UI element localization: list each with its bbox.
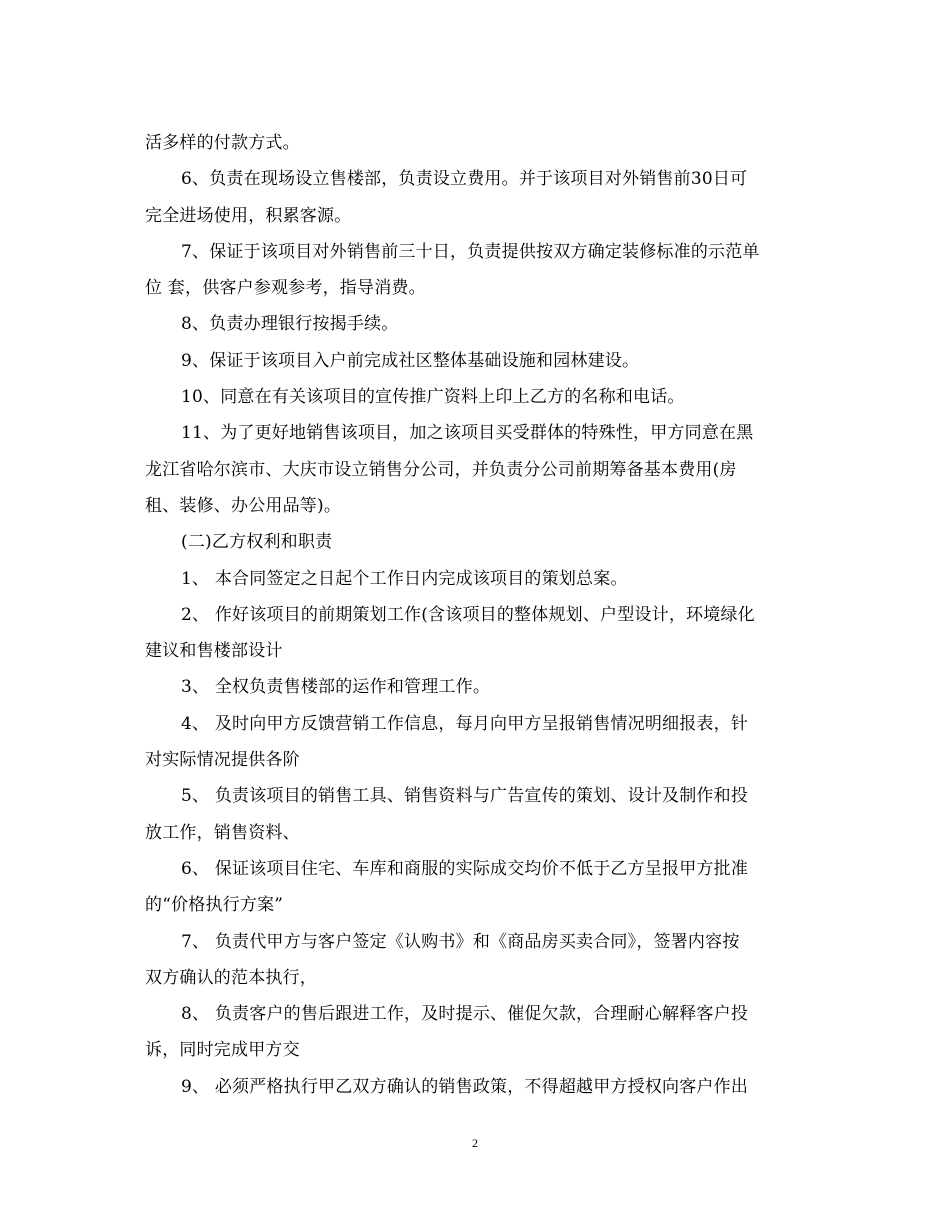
text-line: 放工作，销售资料、 <box>145 822 300 843</box>
text-line: 双方确认的范本执行， <box>145 967 317 988</box>
text-line: (二)乙方权利和职责 <box>181 532 333 553</box>
text-line: 位 套，供客户参观参考，指导消费。 <box>145 278 426 299</box>
text-line: 6、负责在现场设立售楼部，负责设立费用。并于该项目对外销售前30日可 <box>181 169 748 190</box>
text-line: 建议和售楼部设计 <box>145 641 283 662</box>
text-line: 龙江省哈尔滨市、大庆市设立销售分公司，并负责分公司前期筹备基本费用(房 <box>145 459 737 480</box>
text-line: 7、保证于该项目对外销售前三十日，负责提供按双方确定装修标准的示范单 <box>181 241 760 262</box>
text-line: 3、 全权负责售楼部的运作和管理工作。 <box>181 677 491 698</box>
document-body <box>145 125 810 1105</box>
page-number: 2 <box>472 1136 478 1150</box>
text-line: 11、为了更好地销售该项目，加之该项目买受群体的特殊性，甲方同意在黑 <box>181 423 754 444</box>
text-line: 对实际情况提供各阶 <box>145 750 300 771</box>
text-line: 的“价格执行方案” <box>145 895 284 916</box>
text-line: 租、装修、办公用品等)。 <box>145 495 342 516</box>
text-line: 诉，同时完成甲方交 <box>145 1040 300 1061</box>
text-line: 7、 负责代甲方与客户签定《认购书》和《商品房买卖合同》，签署内容按 <box>181 931 740 952</box>
text-line: 4、 及时向甲方反馈营销工作信息，每月向甲方呈报销售情况明细报表，针 <box>181 713 749 734</box>
text-line: 8、 负责客户的售后跟进工作，及时提示、催促欠款，合理耐心解释客户投 <box>181 1004 749 1025</box>
text-line: 完全进场使用，积累客源。 <box>145 205 352 226</box>
text-line: 10、同意在有关该项目的宣传推广资料上印上乙方的名称和电话。 <box>181 387 685 408</box>
text-line: 活多样的付款方式。 <box>145 133 300 153</box>
text-line: 5、 负责该项目的销售工具、销售资料与广告宣传的策划、设计及制作和投 <box>181 786 749 807</box>
text-line: 6、 保证该项目住宅、车库和商服的实际成交均价不低于乙方呈报甲方批准 <box>181 858 749 879</box>
text-line: 9、 必须严格执行甲乙双方确认的销售政策，不得超越甲方授权向客户作出 <box>181 1076 749 1097</box>
text-line: 2、 作好该项目的前期策划工作(含该项目的整体规划、户型设计，环境绿化 <box>181 604 755 625</box>
text-line: 1、 本合同签定之日起个工作日内完成该项目的策划总案。 <box>181 568 628 589</box>
text-line: 9、保证于该项目入户前完成社区整体基础设施和园林建设。 <box>181 350 640 371</box>
text-line: 8、负责办理银行按揭手续。 <box>181 314 399 335</box>
